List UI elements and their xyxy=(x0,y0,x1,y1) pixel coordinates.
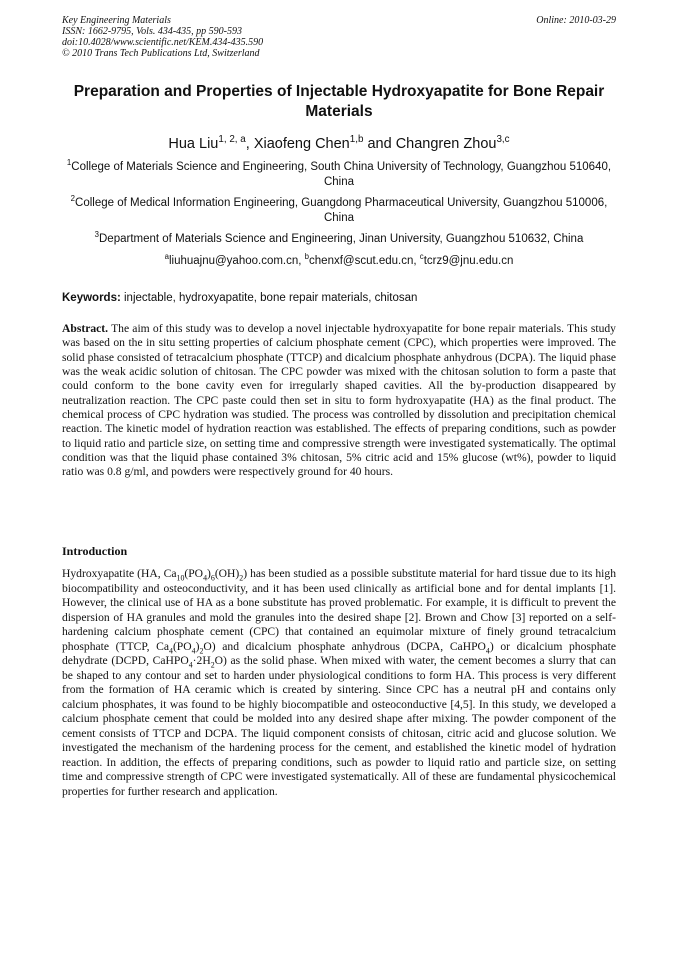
abstract-label: Abstract. xyxy=(62,322,109,335)
introduction-paragraph xyxy=(62,567,616,799)
email-address[interactable]: tcrz9@jnu.edu.cn xyxy=(423,255,514,267)
intro-text: ) or dicalcium phosphate dehydrate (DCPD, CaHPO xyxy=(62,639,617,667)
keywords-label: Keywords: xyxy=(62,292,121,304)
author-superscript: 1,b xyxy=(349,134,364,146)
email-address[interactable]: liuhuajnu@yahoo.com.cn xyxy=(168,255,299,267)
intro-text: (OH) xyxy=(214,567,240,580)
author-name: Changren Zhou xyxy=(395,136,497,152)
affiliation-text: College of Materials Science and Engineering, South China University of Technology, Guangzhou 510640, China xyxy=(71,161,612,188)
intro-subscript: 2 xyxy=(239,573,244,583)
email-separator: , xyxy=(413,255,420,267)
email-superscript: a xyxy=(164,252,169,262)
intro-subscript: 6 xyxy=(210,573,215,583)
intro-subscript: 4 xyxy=(191,645,196,655)
affiliation-number: 2 xyxy=(70,194,76,204)
author-name: Hua Liu xyxy=(168,136,219,152)
intro-subscript: 2 xyxy=(210,660,215,670)
email-address[interactable]: chenxf@scut.edu.cn xyxy=(309,255,414,267)
email-superscript: c xyxy=(419,252,424,262)
intro-text: O) and dicalcium phosphate anhydrous (DCPA, CaHPO xyxy=(203,639,486,653)
author-superscript: 1, 2, a xyxy=(218,134,246,146)
intro-text: (PO xyxy=(172,639,192,653)
journal-name: Key Engineering Materials xyxy=(62,15,171,26)
author-separator: , xyxy=(245,136,254,152)
affiliation-text: Department of Materials Science and Engineering, Jinan University, Guangzhou 510632, China xyxy=(99,233,584,245)
paper-title: Preparation and Properties of Injectable Hydroxyapatite for Bone Repair Materials xyxy=(73,83,605,120)
affiliation-text: College of Medical Information Engineering, Guangdong Pharmaceutical University, Guangzhou 510006, China xyxy=(75,197,608,224)
affiliation-3 xyxy=(62,232,616,247)
keywords xyxy=(62,291,616,305)
affiliation-2 xyxy=(62,196,616,225)
intro-subscript: 4 xyxy=(203,573,207,583)
intro-text: ·2H xyxy=(192,654,211,667)
keywords-text: injectable, hydroxyapatite, bone repair materials, chitosan xyxy=(124,292,418,304)
journal-issn: ISSN: 1662-9795, Vols. 434-435, pp 590-593 xyxy=(62,26,242,37)
affiliation-number: 1 xyxy=(66,158,72,168)
online-date: Online: 2010-03-29 xyxy=(536,15,616,26)
author-name: Xiaofeng Chen xyxy=(253,136,350,152)
intro-subscript: 2 xyxy=(199,645,204,655)
journal-doi: doi:10.4028/www.scientific.net/KEM.434-435.590 xyxy=(62,37,264,48)
email-list xyxy=(62,254,616,269)
affiliation-number: 3 xyxy=(94,230,99,240)
intro-text: Hydroxyapatite (HA, Ca xyxy=(62,567,177,580)
email-superscript: b xyxy=(304,252,310,262)
affiliation-1 xyxy=(62,160,616,189)
email-separator: , xyxy=(298,255,305,267)
abstract-text: The aim of this study was to develop a novel injectable hydroxyapatite for bone repair materials. This study was based on the in situ setting properties of calcium phosphate cement (CPC), which properties were improved. The solid phase consisted of tetracalcium phosphate (TTCP) and dicalcium phosphate anhydrous (DCPA). The liquid phase was the weak acidic solution of chitosan. The CPC powder was mixed with the chitosan solution to form a paste that could conform to the bone cavity even for irregularly shaped cavities. All the by-production disappeared by neutralization reaction. The CPC paste could then set in situ to form hydroxyapatite (HA) as the final product. The chemical process of CPC hydration was studied. The process was controlled by dissolution and precipitation chemical reaction. The kinetic model of hydration reaction was established. The effects of preparing conditions, such as powder to liquid ratio and particle size, on setting time and compressive strength were investigated systematically. The optimal condition was that the liquid phase contained 3% chitosan, 5% citric acid and 15% glucose (wt%), powder to liquid ratio was 0.8 g/ml, and powders were respectively ground for 40 hours. xyxy=(62,322,616,479)
intro-subscript: 10 xyxy=(176,573,185,583)
intro-subscript: 4 xyxy=(188,660,193,670)
intro-text: ) has been studied as a possible substitute material for hard tissue due to its high biocompatibility and osteoconductivity, and it has been used clinically as artificial bone and for dental implants [1]. However, the clinical use of HA as a bone substitute has proved problematic. For example, it is difficult to prevent the dispersion of HA granules and mold the granules into the desired shape [2]. Brown and Chow [3] reported on a self-hardening calcium phosphate cement (CPC) that contained an equimolar mixture of finely ground tetracalcium phosphate (TTCP, Ca xyxy=(62,567,616,653)
author-separator: and xyxy=(363,136,396,152)
abstract xyxy=(62,322,616,480)
intro-subscript: 4 xyxy=(485,645,490,655)
intro-text: ) xyxy=(195,639,200,653)
intro-text: O) as the solid phase. When mixed with water, the cement becomes a slurry that can be shaped to any contour and set to harden under physiological conditions to form HA. This process is very different from the formation of HA ceramic which is created by sintering. Since CPC has a neutral pH and contains only calcium phosphates, it was found to be highly biocompatible and osteoconductive [4,5]. In this study, we developed a calcium phosphate cement that could be molded into any desired shape after mixing. The powder component of the cement consists of TTCP and DCPA. The liquid component consists of chitosan, citric acid and glucose solution. We investigated the mechanism of the hardening process for the cement, and established the kinetic model of hydration reaction. In addition, the effects of preparing conditions, such as powder to liquid ratio and particle size, on setting time and compressive strength of CPC were investigated systematically. All of these are fundamental physicochemical properties for further research and application. xyxy=(62,654,616,798)
intro-text: ) xyxy=(207,567,211,580)
intro-text: (PO xyxy=(184,567,204,580)
section-heading-introduction: Introduction xyxy=(62,544,128,558)
journal-header xyxy=(62,15,616,59)
author-list xyxy=(62,135,616,153)
intro-subscript: 4 xyxy=(169,645,173,655)
author-superscript: 3,c xyxy=(496,134,510,146)
journal-copyright: © 2010 Trans Tech Publications Ltd, Switzerland xyxy=(62,48,260,59)
